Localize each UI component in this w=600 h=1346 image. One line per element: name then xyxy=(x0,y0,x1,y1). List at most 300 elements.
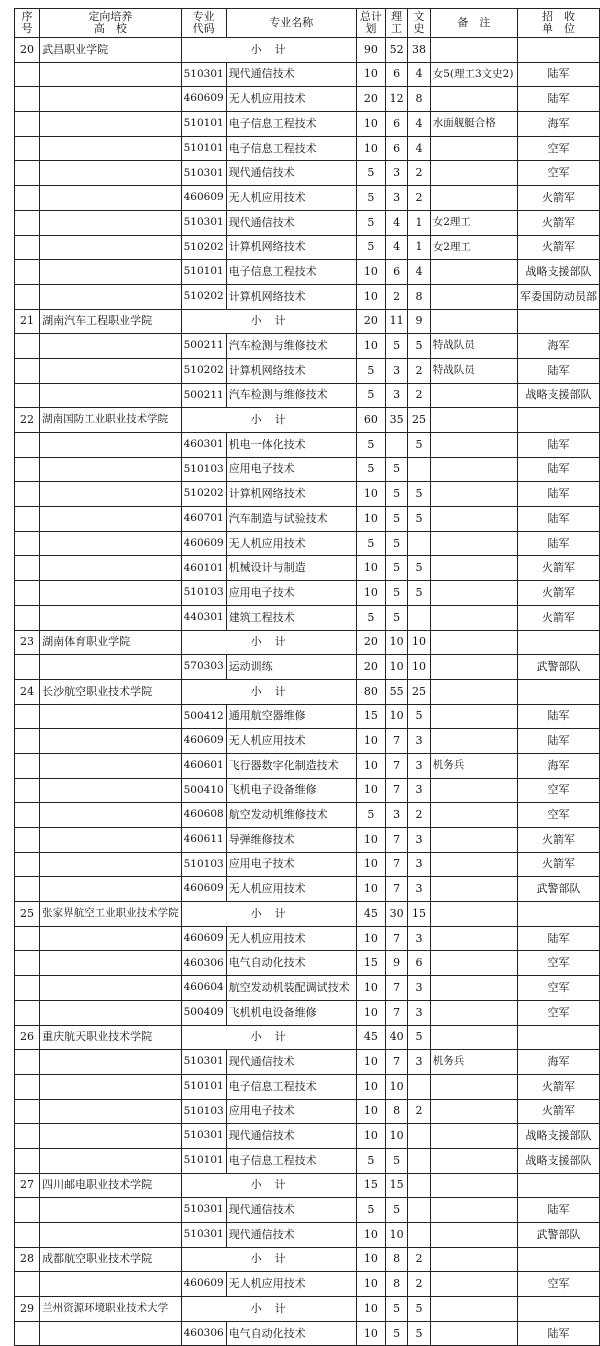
plan-arts: 5 xyxy=(408,704,430,729)
serial-number: 25 xyxy=(15,902,40,927)
subtotal-sci: 5 xyxy=(385,1297,407,1322)
recruiting-unit: 战略支援部队 xyxy=(517,1148,599,1173)
table-row xyxy=(15,358,600,383)
recruiting-unit: 陆军 xyxy=(517,62,599,87)
major-code: 500409 xyxy=(181,1000,226,1025)
major-code: 500211 xyxy=(181,334,226,359)
recruiting-unit: 陆军 xyxy=(517,1321,599,1346)
school-cell xyxy=(40,62,182,87)
plan-total: 10 xyxy=(356,1099,385,1124)
note: 特战队员 xyxy=(430,334,517,359)
recruiting-unit: 火箭军 xyxy=(517,186,599,211)
subtotal-total: 10 xyxy=(356,1247,385,1272)
major-name: 电子信息工程技术 xyxy=(226,1148,356,1173)
table-row xyxy=(15,976,600,1001)
recruiting-unit: 空军 xyxy=(517,778,599,803)
major-name: 无人机应用技术 xyxy=(226,531,356,556)
plan-arts: 3 xyxy=(408,1000,430,1025)
serial-cell xyxy=(15,186,40,211)
header-major: 专业名称 xyxy=(226,9,356,38)
plan-arts: 3 xyxy=(408,753,430,778)
plan-total: 10 xyxy=(356,753,385,778)
plan-total: 10 xyxy=(356,729,385,754)
serial-cell xyxy=(15,581,40,606)
major-name: 电子信息工程技术 xyxy=(226,112,356,137)
subtotal-row xyxy=(15,408,600,433)
major-code: 510301 xyxy=(181,1223,226,1248)
table-row xyxy=(15,284,600,309)
plan-sci: 7 xyxy=(385,852,407,877)
plan-total: 10 xyxy=(356,877,385,902)
plan-total: 10 xyxy=(356,1321,385,1346)
note xyxy=(430,433,517,458)
note xyxy=(430,581,517,606)
plan-arts: 5 xyxy=(408,1321,430,1346)
note xyxy=(430,1099,517,1124)
serial-cell xyxy=(15,605,40,630)
major-name: 汽车检测与维修技术 xyxy=(226,334,356,359)
subtotal-label: 小 计 xyxy=(181,309,356,334)
plan-sci xyxy=(385,433,407,458)
plan-total: 15 xyxy=(356,704,385,729)
recruiting-unit: 战略支援部队 xyxy=(517,260,599,285)
table-row xyxy=(15,951,600,976)
serial-cell xyxy=(15,1124,40,1149)
note xyxy=(430,951,517,976)
major-code: 500410 xyxy=(181,778,226,803)
major-code: 510101 xyxy=(181,136,226,161)
plan-sci: 5 xyxy=(385,605,407,630)
serial-number: 24 xyxy=(15,679,40,704)
school-cell xyxy=(40,235,182,260)
plan-sci: 7 xyxy=(385,753,407,778)
plan-sci: 10 xyxy=(385,1074,407,1099)
plan-sci: 7 xyxy=(385,976,407,1001)
major-code: 460609 xyxy=(181,186,226,211)
header-no: 序号 xyxy=(15,9,40,38)
serial-cell xyxy=(15,778,40,803)
subtotal-total: 60 xyxy=(356,408,385,433)
table-row xyxy=(15,507,600,532)
recruiting-unit: 陆军 xyxy=(517,457,599,482)
note-cell xyxy=(430,1173,517,1198)
major-code: 510103 xyxy=(181,457,226,482)
plan-arts: 5 xyxy=(408,334,430,359)
school-cell xyxy=(40,457,182,482)
plan-total: 10 xyxy=(356,1000,385,1025)
school-name: 湖南汽车工程职业学院 xyxy=(40,309,182,334)
serial-cell xyxy=(15,951,40,976)
school-cell xyxy=(40,729,182,754)
school-cell xyxy=(40,951,182,976)
serial-cell xyxy=(15,334,40,359)
serial-cell xyxy=(15,433,40,458)
note xyxy=(430,507,517,532)
major-name: 计算机网络技术 xyxy=(226,482,356,507)
plan-sci: 5 xyxy=(385,457,407,482)
subtotal-label: 小 计 xyxy=(181,1025,356,1050)
plan-total: 10 xyxy=(356,556,385,581)
note xyxy=(430,260,517,285)
subtotal-total: 15 xyxy=(356,1173,385,1198)
note xyxy=(430,531,517,556)
school-cell xyxy=(40,704,182,729)
major-code: 460306 xyxy=(181,1321,226,1346)
note xyxy=(430,482,517,507)
table-row xyxy=(15,877,600,902)
plan-total: 5 xyxy=(356,433,385,458)
subtotal-sci: 55 xyxy=(385,679,407,704)
major-name: 计算机网络技术 xyxy=(226,358,356,383)
plan-total: 5 xyxy=(356,605,385,630)
school-cell xyxy=(40,383,182,408)
note-cell xyxy=(430,902,517,927)
note xyxy=(430,1000,517,1025)
table-row xyxy=(15,556,600,581)
school-cell xyxy=(40,1000,182,1025)
subtotal-row xyxy=(15,630,600,655)
subtotal-sci: 15 xyxy=(385,1173,407,1198)
note-cell xyxy=(430,38,517,63)
school-name: 武昌职业学院 xyxy=(40,38,182,63)
serial-number: 23 xyxy=(15,630,40,655)
school-cell xyxy=(40,358,182,383)
serial-cell xyxy=(15,1050,40,1075)
note: 机务兵 xyxy=(430,753,517,778)
school-cell xyxy=(40,482,182,507)
plan-arts: 5 xyxy=(408,507,430,532)
table-row xyxy=(15,87,600,112)
subtotal-row xyxy=(15,1247,600,1272)
table-row xyxy=(15,531,600,556)
school-cell xyxy=(40,1050,182,1075)
plan-total: 10 xyxy=(356,1050,385,1075)
school-cell xyxy=(40,136,182,161)
plan-arts: 6 xyxy=(408,951,430,976)
school-cell xyxy=(40,976,182,1001)
plan-total: 5 xyxy=(356,457,385,482)
major-name: 通用航空器维修 xyxy=(226,704,356,729)
table-row xyxy=(15,852,600,877)
plan-arts: 4 xyxy=(408,112,430,137)
note-cell xyxy=(430,408,517,433)
table-row xyxy=(15,704,600,729)
school-cell xyxy=(40,186,182,211)
plan-arts: 2 xyxy=(408,1099,430,1124)
major-code: 510202 xyxy=(181,284,226,309)
plan-total: 5 xyxy=(356,235,385,260)
plan-sci: 8 xyxy=(385,1099,407,1124)
plan-arts xyxy=(408,605,430,630)
table-row xyxy=(15,1000,600,1025)
plan-arts xyxy=(408,457,430,482)
school-cell xyxy=(40,433,182,458)
plan-total: 5 xyxy=(356,531,385,556)
major-name: 无人机应用技术 xyxy=(226,87,356,112)
table-row xyxy=(15,1050,600,1075)
major-code: 500412 xyxy=(181,704,226,729)
major-name: 电气自动化技术 xyxy=(226,1321,356,1346)
header-row xyxy=(15,9,600,38)
major-code: 510202 xyxy=(181,235,226,260)
major-name: 机械设计与制造 xyxy=(226,556,356,581)
major-name: 汽车检测与维修技术 xyxy=(226,383,356,408)
recruiting-unit: 火箭军 xyxy=(517,581,599,606)
plan-arts xyxy=(408,1148,430,1173)
major-name: 飞机电子设备维修 xyxy=(226,778,356,803)
major-code: 510103 xyxy=(181,581,226,606)
plan-sci: 6 xyxy=(385,112,407,137)
note xyxy=(430,655,517,680)
school-cell xyxy=(40,926,182,951)
major-name: 电气自动化技术 xyxy=(226,951,356,976)
major-code: 510101 xyxy=(181,112,226,137)
unit-cell xyxy=(517,1025,599,1050)
major-name: 汽车制造与试验技术 xyxy=(226,507,356,532)
serial-cell xyxy=(15,531,40,556)
school-cell xyxy=(40,655,182,680)
plan-total: 5 xyxy=(356,210,385,235)
unit-cell xyxy=(517,309,599,334)
subtotal-total: 10 xyxy=(356,1297,385,1322)
major-name: 应用电子技术 xyxy=(226,1099,356,1124)
plan-total: 20 xyxy=(356,87,385,112)
major-code: 510301 xyxy=(181,210,226,235)
subtotal-arts: 25 xyxy=(408,679,430,704)
major-code: 510301 xyxy=(181,161,226,186)
school-name: 重庆航天职业技术学院 xyxy=(40,1025,182,1050)
recruiting-unit: 空军 xyxy=(517,161,599,186)
table-row xyxy=(15,1272,600,1297)
major-code: 510103 xyxy=(181,1099,226,1124)
subtotal-row xyxy=(15,309,600,334)
major-name: 计算机网络技术 xyxy=(226,235,356,260)
table-row xyxy=(15,1074,600,1099)
subtotal-total: 20 xyxy=(356,630,385,655)
recruiting-unit: 武警部队 xyxy=(517,877,599,902)
table-row xyxy=(15,383,600,408)
subtotal-row xyxy=(15,38,600,63)
school-cell xyxy=(40,1321,182,1346)
header-sci: 理工 xyxy=(385,9,407,38)
note xyxy=(430,161,517,186)
subtotal-total: 45 xyxy=(356,902,385,927)
note xyxy=(430,778,517,803)
major-name: 电子信息工程技术 xyxy=(226,136,356,161)
subtotal-total: 80 xyxy=(356,679,385,704)
school-cell xyxy=(40,828,182,853)
recruiting-unit: 陆军 xyxy=(517,704,599,729)
note-cell xyxy=(430,1247,517,1272)
plan-sci: 6 xyxy=(385,136,407,161)
subtotal-sci: 30 xyxy=(385,902,407,927)
recruiting-unit: 陆军 xyxy=(517,358,599,383)
note xyxy=(430,605,517,630)
note: 女2理工 xyxy=(430,235,517,260)
subtotal-arts: 2 xyxy=(408,1247,430,1272)
major-code: 460609 xyxy=(181,87,226,112)
plan-sci: 3 xyxy=(385,161,407,186)
table-row xyxy=(15,1198,600,1223)
major-name: 应用电子技术 xyxy=(226,457,356,482)
recruiting-unit: 火箭军 xyxy=(517,605,599,630)
recruiting-unit: 火箭军 xyxy=(517,852,599,877)
serial-cell xyxy=(15,260,40,285)
subtotal-row xyxy=(15,1297,600,1322)
recruiting-unit: 海军 xyxy=(517,1050,599,1075)
subtotal-label: 小 计 xyxy=(181,1173,356,1198)
plan-total: 5 xyxy=(356,161,385,186)
serial-cell xyxy=(15,284,40,309)
plan-sci: 6 xyxy=(385,260,407,285)
major-code: 460609 xyxy=(181,1272,226,1297)
serial-cell xyxy=(15,1272,40,1297)
plan-arts: 2 xyxy=(408,358,430,383)
serial-number: 29 xyxy=(15,1297,40,1322)
school-name: 兰州资源环境职业技术大学 xyxy=(40,1297,182,1322)
serial-cell xyxy=(15,136,40,161)
plan-sci: 7 xyxy=(385,729,407,754)
plan-arts: 4 xyxy=(408,136,430,161)
unit-cell xyxy=(517,408,599,433)
plan-arts xyxy=(408,1074,430,1099)
table-row xyxy=(15,828,600,853)
school-cell xyxy=(40,1198,182,1223)
note xyxy=(430,926,517,951)
table-row xyxy=(15,334,600,359)
school-cell xyxy=(40,877,182,902)
major-code: 460701 xyxy=(181,507,226,532)
subtotal-sci: 10 xyxy=(385,630,407,655)
plan-arts: 5 xyxy=(408,433,430,458)
serial-cell xyxy=(15,1000,40,1025)
serial-cell xyxy=(15,210,40,235)
note xyxy=(430,704,517,729)
plan-sci: 5 xyxy=(385,556,407,581)
recruiting-unit: 武警部队 xyxy=(517,1223,599,1248)
header-unit: 招 收 单 位 xyxy=(517,9,599,38)
serial-cell xyxy=(15,1198,40,1223)
school-cell xyxy=(40,260,182,285)
plan-sci: 10 xyxy=(385,1124,407,1149)
school-name: 湖南国防工业职业技术学院 xyxy=(40,408,182,433)
plan-arts: 2 xyxy=(408,161,430,186)
note: 女5(理工3文史2) xyxy=(430,62,517,87)
school-cell xyxy=(40,87,182,112)
table-row xyxy=(15,1148,600,1173)
serial-cell xyxy=(15,556,40,581)
major-name: 运动训练 xyxy=(226,655,356,680)
table-row xyxy=(15,62,600,87)
header-code: 专业 代码 xyxy=(181,9,226,38)
recruiting-unit: 陆军 xyxy=(517,729,599,754)
note xyxy=(430,729,517,754)
school-name: 张家界航空工业职业技术学院 xyxy=(40,902,182,927)
serial-number: 22 xyxy=(15,408,40,433)
school-cell xyxy=(40,1148,182,1173)
note xyxy=(430,136,517,161)
school-cell xyxy=(40,1272,182,1297)
note xyxy=(430,383,517,408)
major-name: 飞行器数字化制造技术 xyxy=(226,753,356,778)
table-row xyxy=(15,926,600,951)
unit-cell xyxy=(517,902,599,927)
plan-sci: 4 xyxy=(385,210,407,235)
plan-arts: 5 xyxy=(408,556,430,581)
table-row xyxy=(15,457,600,482)
plan-arts: 3 xyxy=(408,778,430,803)
note-cell xyxy=(430,1297,517,1322)
plan-sci: 9 xyxy=(385,951,407,976)
recruiting-unit: 火箭军 xyxy=(517,828,599,853)
serial-cell xyxy=(15,1223,40,1248)
major-name: 无人机应用技术 xyxy=(226,729,356,754)
table-row xyxy=(15,605,600,630)
major-code: 510301 xyxy=(181,1124,226,1149)
unit-cell xyxy=(517,1247,599,1272)
school-cell xyxy=(40,803,182,828)
plan-sci: 12 xyxy=(385,87,407,112)
plan-sci: 10 xyxy=(385,1223,407,1248)
recruiting-unit: 海军 xyxy=(517,112,599,137)
recruiting-unit: 陆军 xyxy=(517,87,599,112)
major-name: 现代通信技术 xyxy=(226,161,356,186)
plan-sci: 8 xyxy=(385,1272,407,1297)
serial-cell xyxy=(15,383,40,408)
plan-sci: 10 xyxy=(385,704,407,729)
table-row xyxy=(15,655,600,680)
subtotal-sci: 40 xyxy=(385,1025,407,1050)
plan-total: 10 xyxy=(356,1124,385,1149)
plan-arts: 3 xyxy=(408,828,430,853)
header-total: 总计划 xyxy=(356,9,385,38)
school-cell xyxy=(40,531,182,556)
serial-cell xyxy=(15,1148,40,1173)
header-arts: 文史 xyxy=(408,9,430,38)
serial-cell xyxy=(15,976,40,1001)
plan-total: 10 xyxy=(356,1223,385,1248)
plan-total: 10 xyxy=(356,334,385,359)
school-cell xyxy=(40,753,182,778)
plan-sci: 5 xyxy=(385,482,407,507)
recruiting-unit: 海军 xyxy=(517,753,599,778)
major-name: 应用电子技术 xyxy=(226,581,356,606)
table-row xyxy=(15,210,600,235)
serial-cell xyxy=(15,852,40,877)
serial-cell xyxy=(15,112,40,137)
school-cell xyxy=(40,507,182,532)
subtotal-label: 小 计 xyxy=(181,408,356,433)
recruiting-unit: 陆军 xyxy=(517,433,599,458)
plan-sci: 5 xyxy=(385,334,407,359)
subtotal-total: 20 xyxy=(356,309,385,334)
serial-cell xyxy=(15,161,40,186)
plan-arts: 3 xyxy=(408,852,430,877)
table-row xyxy=(15,482,600,507)
serial-number: 26 xyxy=(15,1025,40,1050)
subtotal-row xyxy=(15,1173,600,1198)
recruiting-unit: 陆军 xyxy=(517,531,599,556)
plan-arts: 5 xyxy=(408,581,430,606)
plan-sci: 7 xyxy=(385,877,407,902)
school-cell xyxy=(40,334,182,359)
plan-total: 10 xyxy=(356,136,385,161)
plan-arts: 8 xyxy=(408,87,430,112)
plan-arts: 2 xyxy=(408,186,430,211)
plan-arts: 3 xyxy=(408,926,430,951)
major-code: 510103 xyxy=(181,852,226,877)
serial-cell xyxy=(15,753,40,778)
